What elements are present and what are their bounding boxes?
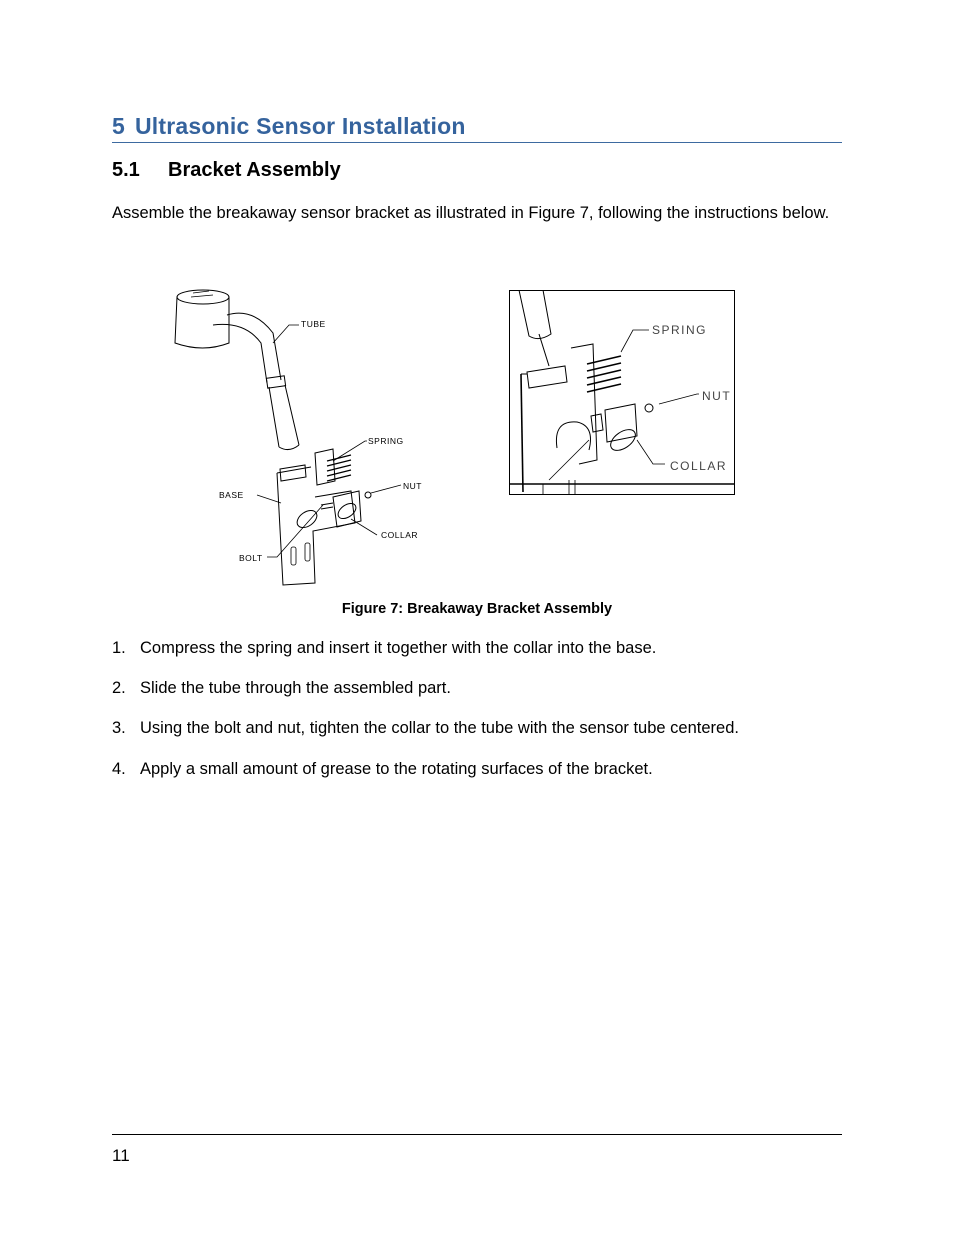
- inset-spring-coils: [587, 356, 621, 392]
- section-number: 5: [112, 113, 125, 139]
- inset-label-nut: NUT: [702, 389, 732, 403]
- list-item-number: 4.: [112, 760, 126, 778]
- list-item-number: 2.: [112, 679, 126, 697]
- inset-label-collar: COLLAR: [670, 459, 728, 473]
- list-item-text: Compress the spring and insert it together with the collar into the base.: [140, 639, 657, 657]
- inset-nut-shape: [645, 404, 653, 412]
- list-item-text: Using the bolt and nut, tighten the collar to the tube with the sensor tube centered.: [140, 719, 739, 737]
- page-number: 11: [112, 1146, 130, 1165]
- tube-curve: [227, 313, 281, 380]
- list-item: [112, 717, 842, 739]
- tube-straight: [269, 385, 299, 447]
- label-nut: NUT: [403, 481, 422, 491]
- label-spring: SPRING: [368, 436, 404, 446]
- subsection-title: Bracket Assembly: [168, 159, 341, 181]
- collar-shape: [294, 507, 320, 531]
- bracket-assembly-drawing: [165, 285, 435, 590]
- sensor-body: [175, 297, 229, 348]
- list-item-number: 1.: [112, 639, 126, 657]
- label-base: BASE: [219, 490, 244, 500]
- list-item-text: Slide the tube through the assembled part.: [140, 679, 451, 697]
- section-title: Ultrasonic Sensor Installation: [135, 113, 466, 139]
- list-item-text: Apply a small amount of grease to the rotating surfaces of the bracket.: [140, 760, 653, 778]
- figure-caption: Figure 7: Breakaway Bracket Assembly: [341, 601, 613, 617]
- intro-paragraph: Assemble the breakaway sensor bracket as illustrated in Figure 7, following the instructions below.: [112, 204, 830, 222]
- base-plate: [277, 473, 355, 585]
- nut-shape: [365, 492, 371, 498]
- spring-coils: [327, 455, 351, 481]
- bracket-detail-inset: [509, 290, 735, 495]
- label-bolt: BOLT: [239, 553, 263, 563]
- section-heading: [112, 112, 842, 143]
- label-tube: TUBE: [301, 319, 326, 329]
- list-item: [112, 758, 842, 780]
- label-collar: COLLAR: [381, 530, 419, 540]
- subsection-number: 5.1: [112, 159, 140, 181]
- list-item: [112, 637, 842, 659]
- bolt-shaft: [321, 503, 333, 509]
- list-item-number: 3.: [112, 719, 126, 737]
- inset-label-spring: SPRING: [652, 323, 708, 337]
- subsection-heading: [112, 157, 341, 183]
- footer-divider: [112, 1134, 842, 1135]
- list-item: [112, 677, 842, 699]
